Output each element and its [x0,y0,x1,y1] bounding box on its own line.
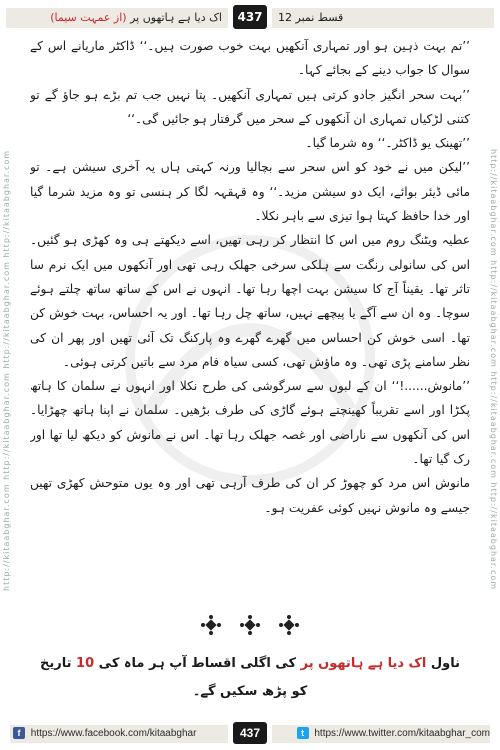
ornament-icon [278,614,300,636]
author-name: (از عمہت سیما) [50,11,127,24]
right-watermark-bar: http://kitaabghar.com http://kitaabghar.com http://kitaabghar.com http://kitaabghar.com [489,149,498,591]
announce-suffix: تاریخ کو پڑھ سکیں گے۔ [40,656,308,699]
section-divider [200,614,300,636]
twitter-icon: t [297,727,309,739]
paragraph: ’’تم بہت ذہین ہو اور تمہاری آنکھیں بہت خوب صورت ہیں۔‘‘ ڈاکٹر ماریانے اس کے سوال کا جواب دینے کے بجائے کہا۔ [30,39,470,78]
paragraph: ’’بہت سحر انگیز جادو کرتی ہیں تمہاری آنکھیں۔ پتا نہیں جب تم بڑے ہو جاؤ گے تو کتنی لڑکیاں تمہاری ان آنکھوں کے سحر میں گرفتار ہو جائیں گی۔‘‘ [30,87,470,126]
header-novel-title-bar [6,8,228,28]
header-episode-bar [272,8,494,28]
paragraph: عطیہ ویٹنگ روم میں اس کا انتظار کر رہی تھیں، اسے دیکھتے ہی وہ کھڑی ہو گئیں۔ اس کی سانولی رنگت سے ہلکی سرخی جھلک رہی تھی اور آنکھوں میں ایک نرم سا تاثر تھا۔ یقیناً آج کا سیشن بہت اچھا رہا تھا۔ انہوں نے اس کے ساتھ ساتھ چلتے ہوئے سوچا۔ وہ ان سے آگے یا پیچھے نہیں، ساتھ چل رہا تھا۔ اور یہ احساس، بہت خوش کن تھا۔ اسی خوش کن احساس میں گھرے گھرے وہ پارکنگ تک آئی تھیں اور پھر ان کی نظر سامنے پڑی تھی۔ وہ ماؤش تھی، کسی سیاہ فام مرد سے باتیں کرتی ہوئی۔ [30,233,470,369]
next-episode-announcement [40,650,460,699]
announce-title: اک دیا ہے ہاتھوں پر [300,656,427,671]
page-number-badge: 437 [233,5,267,29]
announce-middle: کی اگلی اقساط آپ ہر ماہ کی [98,656,297,671]
twitter-link-bar [272,725,490,743]
announce-prefix: ناول [430,656,460,671]
facebook-link[interactable]: https://www.facebook.com/kitaabghar [30,728,197,739]
facebook-icon: f [13,727,25,739]
page-header [0,0,500,30]
paragraph: ’’مانوش......!‘‘ ان کے لبوں سے سرگوشی کی طرح نکلا اور انہوں نے سلمان کا ہاتھ پکڑا اور اسے تقریباً کھینچتے ہوئے گاڑی کی طرف بڑھیں۔ سلمان نے اپنا ہاتھ چھڑایا۔ اس کی آنکھوں سے ناراضی اور غصہ جھلک رہا تھا۔ اس نے مانوش کو دیکھ لیا تھا اور رک گیا تھا۔ [30,379,470,467]
facebook-link-bar [10,725,228,743]
paragraph: مانوش اس مرد کو چھوڑ کر ان کی طرف آرہی تھی اور وہ یوں متوحش کھڑی تھیں جیسے وہ مانوش نہیں کوئی عفریت ہو۔ [30,476,470,515]
paragraph: ’’تھینک یو ڈاکٹر۔‘‘ وہ شرما گیا۔ [305,136,470,151]
ornament-icon [200,614,222,636]
novel-title: اک دیا ہے ہاتھوں پر [130,11,222,24]
page-footer [0,722,500,746]
footer-page-number: 437 [233,722,267,744]
paragraph: ’’لیکن میں نے خود کو اس سحر سے بچالیا ورنہ کہتی ہاں یہ آخری سیشن ہے۔ تو مائی ڈیئر بوائے، ایک دو سیشن مزید۔‘‘ وہ قہقہہ لگا کر ہنسی تو وہ مزید شرما گیا اور خدا حافظ کہتا ہوا تیزی سے باہر نکلا۔ [30,160,470,224]
ornament-icon [239,614,261,636]
left-watermark-bar: http://kitaabghar.com http://kitaabghar.com http://kitaabghar.com http://kitaabghar.com [2,149,11,591]
announce-date: 10 [76,656,95,671]
twitter-link[interactable]: https://www.twitter.com/kitaabghar_com [314,728,490,739]
story-text [30,34,470,564]
episode-label: قسط نمبر 12 [278,11,344,24]
